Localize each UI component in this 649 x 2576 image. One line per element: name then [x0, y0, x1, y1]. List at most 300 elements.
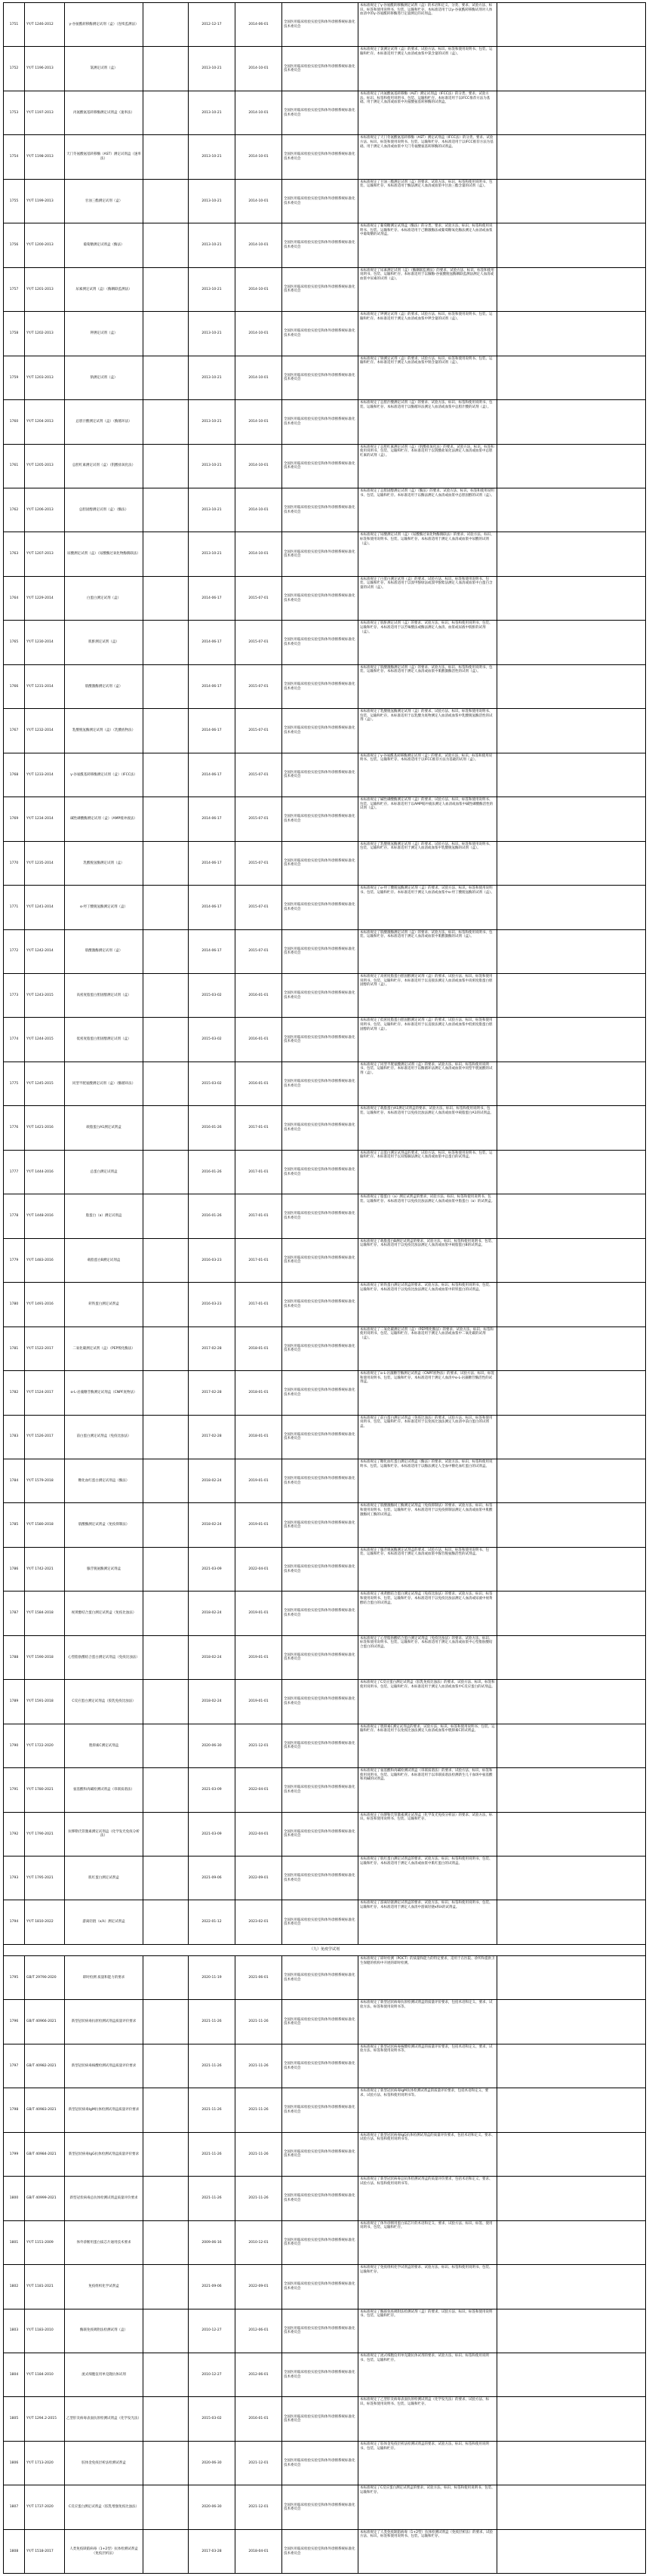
standard-number-cell: YY/T 1205-2013	[25, 445, 65, 488]
table-row	[4, 1416, 646, 1459]
standard-name-cell: α-羟丁酸脱氢酶测定试剂（盒）	[65, 886, 143, 929]
table-row	[4, 180, 646, 223]
committee-cell: 全国医用临床检验实验室和体外诊断系统标准化技术委员会	[282, 1151, 358, 1194]
seq-cell: 1765	[4, 621, 25, 664]
standards-table	[3, 2, 646, 2574]
standard-number-cell: YY/T 1780-2021	[25, 1768, 65, 1811]
publish-date-cell: 2014-06-17	[189, 753, 235, 797]
note-cell	[497, 1283, 646, 1326]
scope-cell: 本标准规定了肌酸激酶测定试剂（盒）的要求、试验方法、标识、标签和使用说明书、包装、运输和贮存。本标准适用于测定人血清或血浆中肌酸激酶的试剂（盒）。	[358, 930, 497, 973]
seq-cell: 1795	[4, 1956, 25, 1999]
table-row	[4, 2397, 646, 2441]
implement-date-cell: 2012-06-01	[235, 2353, 282, 2396]
note-cell	[497, 1151, 646, 1194]
committee-cell: 全国医用临床检验实验室和体外诊断系统标准化技术委员会	[282, 312, 358, 355]
publish-date-cell: 2017-02-28	[189, 1327, 235, 1370]
publish-date-cell: 2017-02-28	[189, 1371, 235, 1414]
standard-name-cell: 新型冠状病毒抗原检测试剂盒质量评价要求	[65, 2000, 143, 2043]
seq-cell: 1784	[4, 1459, 25, 1502]
seq-cell: 1753	[4, 91, 25, 134]
implement-date-cell: 2021-12-01	[235, 2442, 282, 2485]
standard-name-cell: C反应蛋白测定试剂盒（胶乳免疫比浊法）	[65, 1680, 143, 1723]
standard-name-cell: 体外诊断用蛋白质芯片通用技术要求	[65, 2221, 143, 2264]
committee-cell: 全国医用临床检验实验室和体外诊断系统标准化技术委员会	[282, 2530, 358, 2573]
note-cell	[497, 312, 646, 355]
standard-name-cell: 抗缪勒氏管激素测定试剂盒（化学发光免疫分析法）	[65, 1813, 143, 1856]
replaced-standard-cell	[143, 180, 189, 223]
table-row	[4, 842, 646, 886]
seq-cell: 1779	[4, 1239, 25, 1282]
note-cell	[497, 1857, 646, 1900]
publish-date-cell: 2013-10-21	[189, 223, 235, 267]
note-cell	[497, 709, 646, 752]
scope-cell: 本标准规定了新型冠状病毒核酸检测试剂盒的质量评价要求，包括术语和定义、要求、试验方法、标签和使用说明书等。	[358, 2044, 497, 2088]
publish-date-cell: 2010-12-27	[189, 2309, 235, 2353]
seq-cell: 1751	[4, 3, 25, 46]
committee-cell: 全国医用临床检验实验室和体外诊断系统标准化技术委员会	[282, 1194, 358, 1237]
implement-date-cell: 2022-04-01	[235, 1768, 282, 1811]
committee-cell: 全国医用临床检验实验室和体外诊断系统标准化技术委员会	[282, 1857, 358, 1900]
seq-cell: 1774	[4, 1018, 25, 1061]
publish-date-cell: 2021-11-26	[189, 2133, 235, 2176]
note-cell	[497, 2133, 646, 2176]
standard-name-cell: 心型脂肪酸结合蛋白测定试剂盒（免疫比浊法）	[65, 1636, 143, 1679]
seq-cell: 1771	[4, 886, 25, 929]
table-row	[4, 400, 646, 444]
implement-date-cell: 2014-10-01	[235, 445, 282, 488]
seq-cell: 1778	[4, 1194, 25, 1237]
standard-name-cell: 乙型肝炎病毒表面抗原检测试剂盒（化学发光法）	[65, 2397, 143, 2440]
committee-cell: 全国医用临床检验实验室和体外诊断系统标准化技术委员会	[282, 1680, 358, 1723]
publish-date-cell: 2022-01-12	[189, 1900, 235, 1943]
implement-date-cell: 2019-01-01	[235, 1592, 282, 1635]
table-row	[4, 2133, 646, 2177]
standard-number-cell: YY/T 1483-2016	[25, 1239, 65, 1282]
seq-cell: 1801	[4, 2221, 25, 2264]
note-cell	[497, 2530, 646, 2573]
standard-number-cell: YY/T 1202-2013	[25, 312, 65, 355]
note-cell	[497, 91, 646, 134]
standard-name-cell: 氯测定试剂（盒）	[65, 47, 143, 90]
standard-name-cell: 流式细胞仪用单克隆抗体试剂	[65, 2353, 143, 2396]
note-cell	[497, 1018, 646, 1061]
table-row	[4, 886, 646, 929]
standard-name-cell: 总胆红素测定试剂（盒）（钒酸盐氧化法）	[65, 445, 143, 488]
seq-cell: 1758	[4, 312, 25, 355]
publish-date-cell: 2013-10-21	[189, 356, 235, 399]
standard-number-cell: YY/T 1526-2017	[25, 1416, 65, 1459]
scope-cell: 本标准规定了高密度脂蛋白胆固醇测定试剂（盒）的要求、试验方法、标识、标签和使用说明书、包装、运输和贮存。本标准适用于以直接法测定人血清或血浆中高密度脂蛋白胆固醇的试剂（盒）。	[358, 974, 497, 1017]
standard-number-cell: YY/T 1235-2014	[25, 842, 65, 885]
table-row	[4, 1636, 646, 1680]
publish-date-cell: 2021-11-26	[189, 2177, 235, 2220]
implement-date-cell: 2019-01-01	[235, 1680, 282, 1723]
publish-date-cell: 2014-06-17	[189, 930, 235, 973]
seq-cell: 1782	[4, 1371, 25, 1414]
publish-date-cell: 2013-10-21	[189, 268, 235, 311]
scope-cell: 本标准规定了总蛋白测定试剂盒的要求、试验方法、标识、标签和使用说明书、包装、运输和贮存。本标准适用于以双缩脲法测定人血清或血浆中总蛋白的试剂盒。	[358, 1151, 497, 1194]
note-cell	[497, 2309, 646, 2353]
standard-name-cell: α-L-岩藻糖苷酶测定试剂盒（CNPF底物法）	[65, 1371, 143, 1414]
publish-date-cell: 2021-09-06	[189, 1857, 235, 1900]
seq-cell: 1763	[4, 532, 25, 575]
publish-date-cell: 2016-01-26	[189, 1106, 235, 1149]
standard-number-cell: YY/T 1196-2013	[25, 47, 65, 90]
replaced-standard-cell	[143, 665, 189, 708]
note-cell	[497, 753, 646, 797]
scope-cell: 本标准规定了α-L-岩藻糖苷酶测定试剂盒（CNPF底物法）的要求、试验方法、标识、标签和使用说明书、包装、运输和贮存。本标准适用于测定人血清中α-L-岩藻糖苷酶活性的试剂盒。	[358, 1371, 497, 1414]
committee-cell: 全国医用临床检验实验室和体外诊断系统标准化技术委员会	[282, 2133, 358, 2176]
replaced-standard-cell	[143, 1239, 189, 1282]
publish-date-cell: 2009-06-16	[189, 2221, 235, 2264]
standard-number-cell: YY/T 1243-2015	[25, 974, 65, 1017]
standard-name-cell: 低密度脂蛋白胆固醇测定试剂（盒）	[65, 1018, 143, 1061]
scope-cell: 本标准规定了视黄醇结合蛋白测定试剂盒（免疫比浊法）的要求、试验方法、标识、标签和使用说明书、包装、运输和贮存。本标准适用于以免疫比浊法测定人血清或尿液中视黄醇结合蛋白的试剂盒。	[358, 1592, 497, 1635]
scope-cell: 本标准规定了腺苷脱氨酶测定试剂盒的要求、试验方法、标识、标签和使用说明书、包装、运输和贮存。本标准适用于测定人血清或血浆中腺苷脱氨酶活性的试剂盒。	[358, 1548, 497, 1591]
standard-number-cell: YY/T 1591-2018	[25, 1680, 65, 1723]
seq-cell: 1762	[4, 488, 25, 532]
implement-date-cell: 2015-07-01	[235, 665, 282, 708]
implement-date-cell: 2022-04-01	[235, 1548, 282, 1591]
note-cell	[497, 1239, 646, 1282]
standard-name-cell: 尿酸测定试剂（盒）（尿酸酶过氧化物酶偶联法）	[65, 532, 143, 575]
scope-cell: 本标准规定了葡萄糖测定试剂盒（酶法）的分类、要求、试验方法、标识、标签和使用说明书、包装、运输和贮存。本标准适用于己糖激酶法或葡萄糖氧化酶法测定人血清或血浆中葡萄糖的试剂盒。	[358, 223, 497, 267]
implement-date-cell: 2014-10-01	[235, 400, 282, 443]
seq-cell: 1754	[4, 135, 25, 178]
implement-date-cell: 2022-09-01	[235, 2265, 282, 2308]
standard-name-cell: 新型冠状病毒核酸检测试剂盒质量评价要求	[65, 2044, 143, 2088]
implement-date-cell: 2023-02-01	[235, 1900, 282, 1943]
standard-name-cell: 甘油三酯测定试剂（盒）	[65, 180, 143, 223]
replaced-standard-cell	[143, 1416, 189, 1459]
committee-cell: 全国医用临床检验实验室和体外诊断系统标准化技术委员会	[282, 2044, 358, 2088]
note-cell	[497, 2485, 646, 2528]
standard-name-cell: 总胆汁酸测定试剂（盒）（酶循环法）	[65, 400, 143, 443]
replaced-standard-cell	[143, 223, 189, 267]
standard-name-cell: 游离轻链（κ/λ）测定试剂盒	[65, 1900, 143, 1943]
standard-number-cell: YY/T 1231-2014	[25, 665, 65, 708]
seq-cell: 1780	[4, 1283, 25, 1326]
seq-cell: 1806	[4, 2442, 25, 2485]
committee-cell: 全国医用临床检验实验室和体外诊断系统标准化技术委员会	[282, 2485, 358, 2528]
standard-number-cell: YY/T 1579-2018	[25, 1459, 65, 1502]
replaced-standard-cell	[143, 1636, 189, 1679]
standard-name-cell: 天门冬氨酸氨基转移酶（AST）测定试剂盒（速率法）	[65, 135, 143, 178]
scope-cell: 本标准规定了低密度脂蛋白胆固醇测定试剂（盒）的要求、试验方法、标识、标签和使用说明书、包装、运输和贮存。本标准适用于以直接法测定人血清或血浆中低密度脂蛋白胆固醇的试剂（盒）。	[358, 1018, 497, 1061]
note-cell	[497, 1956, 646, 1999]
standard-name-cell: 葡萄糖测定试剂盒（酶法）	[65, 223, 143, 267]
implement-date-cell: 2014-10-01	[235, 47, 282, 90]
committee-cell: 全国医用临床检验实验室和体外诊断系统标准化技术委员会	[282, 2309, 358, 2353]
seq-cell: 1808	[4, 2530, 25, 2573]
note-cell	[497, 1636, 646, 1679]
table-row	[4, 621, 646, 664]
table-row	[4, 488, 646, 532]
table-row	[4, 1283, 646, 1327]
scope-cell: 本标准规定了乙型肝炎病毒表面抗原检测试剂盒（化学发光法）的要求、试验方法、标识、标签和使用说明书、包装、运输和贮存。	[358, 2397, 497, 2440]
seq-cell: 1759	[4, 356, 25, 399]
note-cell	[497, 1680, 646, 1723]
note-cell	[497, 1768, 646, 1811]
seq-cell: 1775	[4, 1062, 25, 1105]
scope-cell: 本标准规定了白蛋白测定试剂（盒）的要求、试验方法、标识、标签和使用说明书、包装、运输和贮存。本标准适用于以溴甲酚绿法或溴甲酚紫法测定人血清或血浆中白蛋白含量的试剂（盒）。	[358, 577, 497, 620]
publish-date-cell: 2021-11-26	[189, 2088, 235, 2131]
standard-name-cell: 载脂蛋白B测定试剂盒	[65, 1239, 143, 1282]
standard-name-cell: 胶体金免疫层析法检测试剂盒	[65, 2442, 143, 2485]
replaced-standard-cell	[143, 1956, 189, 1999]
standard-number-cell: YY/T 1590-2018	[25, 1636, 65, 1679]
scope-cell: 本标准规定了胶体金免疫层析法检测试剂盒的要求、试验方法、标识、标签和使用说明书、包装、运输和贮存。	[358, 2442, 497, 2485]
standard-number-cell: GB/T 40983-2021	[25, 2088, 65, 2131]
seq-cell: 1777	[4, 1151, 25, 1194]
note-cell	[497, 2000, 646, 2043]
committee-cell: 全国医用临床检验实验室和体外诊断系统标准化技术委员会	[282, 2088, 358, 2131]
table-row	[4, 2000, 646, 2044]
implement-date-cell: 2017-01-01	[235, 1106, 282, 1149]
committee-cell: 全国医用临床检验实验室和体外诊断系统标准化技术委员会	[282, 577, 358, 620]
publish-date-cell: 2015-03-02	[189, 974, 235, 1017]
replaced-standard-cell	[143, 1327, 189, 1370]
implement-date-cell: 2022-04-01	[235, 1813, 282, 1856]
table-row	[4, 1548, 646, 1592]
implement-date-cell: 2019-01-01	[235, 1459, 282, 1502]
scope-cell: 本标准规定了前白蛋白测定试剂盒（免疫比浊法）的要求、试验方法、标识、标签和使用说明书、包装、运输和贮存。本标准适用于以免疫比浊法测定人血清中前白蛋白的试剂盒。	[358, 1416, 497, 1459]
publish-date-cell: 2016-01-26	[189, 1151, 235, 1194]
implement-date-cell: 2014-10-01	[235, 180, 282, 223]
note-cell	[497, 47, 646, 90]
replaced-standard-cell	[143, 356, 189, 399]
implement-date-cell: 2019-01-01	[235, 1636, 282, 1679]
committee-cell: 全国医用临床检验实验室和体外诊断系统标准化技术委员会	[282, 2221, 358, 2264]
note-cell	[497, 2044, 646, 2088]
replaced-standard-cell	[143, 2530, 189, 2573]
replaced-standard-cell	[143, 974, 189, 1017]
replaced-standard-cell	[143, 2133, 189, 2176]
scope-cell: 本标准规定了甘油三酯测定试剂（盒）的要求、试验方法、标识、标签和使用说明书、包装、运输和贮存。本标准适用于酶法测定人血清或血浆中甘油三酯含量的试剂（盒）。	[358, 180, 497, 223]
committee-cell: 全国医用临床检验实验室和体外诊断系统标准化技术委员会	[282, 2177, 358, 2220]
scope-cell: 本标准规定了丙氨酸氨基转移酶（ALT）测定试剂盒（IFCC法）的分类、要求、试验方法、标识、标签和使用说明书、包装、运输和贮存。本标准适用于以IFCC推荐方法为基础、用于测定人血清或血浆中丙氨酸氨基转移酶的试剂盒。	[358, 91, 497, 134]
implement-date-cell: 2015-07-01	[235, 753, 282, 797]
replaced-standard-cell	[143, 135, 189, 178]
standard-number-cell: YY/T 1207-2013	[25, 532, 65, 575]
implement-date-cell: 2018-04-01	[235, 2530, 282, 2573]
publish-date-cell: 2020-06-30	[189, 1724, 235, 1767]
publish-date-cell: 2013-10-21	[189, 532, 235, 575]
implement-date-cell: 2016-01-01	[235, 2397, 282, 2440]
seq-cell: 1766	[4, 665, 25, 708]
standard-number-cell: GB/T 29790-2020	[25, 1956, 65, 1999]
table-row	[4, 797, 646, 841]
committee-cell: 全国医用临床检验实验室和体外诊断系统标准化技术委员会	[282, 1503, 358, 1546]
note-cell	[497, 974, 646, 1017]
scope-cell: 本标准规定了酶联免疫吸附法检测试剂（盒）的要求、试验方法、标识、标签和使用说明书、包装、运输和贮存。	[358, 2309, 497, 2353]
publish-date-cell: 2012-12-17	[189, 3, 235, 46]
table-row	[4, 753, 646, 797]
implement-date-cell: 2019-01-01	[235, 1503, 282, 1546]
standard-name-cell: 腺苷脱氨酶测定试剂盒	[65, 1548, 143, 1591]
committee-cell: 全国医用临床检验实验室和体外诊断系统标准化技术委员会	[282, 1548, 358, 1591]
table-row	[4, 135, 646, 179]
table-row	[4, 2309, 646, 2353]
standard-name-cell: 同型半胱氨酸测定试剂（盒）（酶循环法）	[65, 1062, 143, 1105]
standard-number-cell: YY/T 1795-2021	[25, 1857, 65, 1900]
standard-number-cell: YY/T 1198-2013	[25, 135, 65, 178]
note-cell	[497, 665, 646, 708]
table-row	[4, 709, 646, 753]
standard-name-cell: 前白蛋白测定试剂盒（免疫比浊法）	[65, 1416, 143, 1459]
seq-cell: 1752	[4, 47, 25, 90]
committee-cell: 全国医用临床检验实验室和体外诊断系统标准化技术委员会	[282, 47, 358, 90]
replaced-standard-cell	[143, 1503, 189, 1546]
committee-cell: 全国医用临床检验实验室和体外诊断系统标准化技术委员会	[282, 2397, 358, 2440]
replaced-standard-cell	[143, 91, 189, 134]
standard-number-cell: YY/T 1200-2013	[25, 223, 65, 267]
scope-cell: 本标准规定了抗缪勒氏管激素测定试剂盒（化学发光免疫分析法）的要求、试验方法、标识、标签和使用说明书、包装、运输和贮存。	[358, 1813, 497, 1856]
replaced-standard-cell	[143, 1592, 189, 1635]
scope-cell: 本标准规定了α-羟丁酸脱氢酶测定试剂（盒）的要求、试验方法、标识、标签和使用说明书、包装、运输和贮存。本标准适用于测定人血清或血浆中α-羟丁酸脱氢酶的试剂（盒）。	[358, 886, 497, 929]
publish-date-cell: 2020-06-30	[189, 2442, 235, 2485]
replaced-standard-cell	[143, 1062, 189, 1105]
scope-cell: 本标准规定了尿素测定试剂（盒）（酶耦联监测法）的要求、试验方法、标识、标签和使用说明书、包装、运输和贮存。本标准适用于以脲酶-谷氨酸脱氢酶耦联监测法测定人血清或血浆中尿素的试剂（盒）。	[358, 268, 497, 311]
implement-date-cell: 2015-07-01	[235, 797, 282, 840]
committee-cell: 全国医用临床检验实验室和体外诊断系统标准化技术委员会	[282, 2265, 358, 2308]
table-row	[4, 2485, 646, 2529]
publish-date-cell: 2013-10-21	[189, 180, 235, 223]
standard-number-cell: YY/T 1524-2017	[25, 1371, 65, 1414]
replaced-standard-cell	[143, 400, 189, 443]
committee-cell: 全国医用临床检验实验室和体外诊断系统标准化技术委员会	[282, 886, 358, 929]
committee-cell: 全国医用临床检验实验室和体外诊断系统标准化技术委员会	[282, 223, 358, 267]
table-row	[4, 1503, 646, 1547]
publish-date-cell: 2020-11-19	[189, 1956, 235, 1999]
publish-date-cell: 2018-02-24	[189, 1459, 235, 1502]
scope-cell: 本标准规定了尿酸测定试剂（盒）（尿酸酶过氧化物酶偶联法）的要求、试验方法、标识、标签和使用说明书、包装、运输和贮存。本标准适用于测定人血清或血浆中尿酸的试剂（盒）。	[358, 532, 497, 575]
standard-name-cell: 视黄醇结合蛋白测定试剂盒（免疫比浊法）	[65, 1592, 143, 1635]
committee-cell: 全国医用临床检验实验室和体外诊断系统标准化技术委员会	[282, 797, 358, 840]
standard-number-cell: YY/T 1184-2010	[25, 2353, 65, 2396]
table-row	[4, 1194, 646, 1238]
seq-cell: 1764	[4, 577, 25, 620]
table-row	[4, 1459, 646, 1503]
replaced-standard-cell	[143, 2000, 189, 2043]
standard-number-cell: YY/T 1181-2021	[25, 2265, 65, 2308]
publish-date-cell: 2018-02-24	[189, 1592, 235, 1635]
committee-cell: 全国医用临床检验实验室和体外诊断系统标准化技术委员会	[282, 1636, 358, 1679]
note-cell	[497, 2088, 646, 2131]
replaced-standard-cell	[143, 488, 189, 532]
committee-cell: 全国医用临床检验实验室和体外诊断系统标准化技术委员会	[282, 1106, 358, 1149]
implement-date-cell: 2021-12-01	[235, 2485, 282, 2528]
note-cell	[497, 1592, 646, 1635]
replaced-standard-cell	[143, 577, 189, 620]
implement-date-cell: 2012-06-01	[235, 2309, 282, 2353]
seq-cell: 1781	[4, 1327, 25, 1370]
note-cell	[497, 1813, 646, 1856]
table-row	[4, 1106, 646, 1150]
scope-cell: 本标准规定了即时检测（POCT）的质量和能力的特定要求，适用于在医院、诊所和提供卫生保健的机构中开展的即时检测。	[358, 1956, 497, 1999]
standard-name-cell: 糖化血红蛋白测定试剂盒（酶法）	[65, 1459, 143, 1502]
publish-date-cell: 2016-03-23	[189, 1239, 235, 1282]
publish-date-cell: 2021-03-09	[189, 1768, 235, 1811]
standard-name-cell: 肌酸激酶测定试剂（盒）	[65, 930, 143, 973]
standard-name-cell: 肌酸酶测定试剂盒（免疫抑制法）	[65, 1503, 143, 1546]
publish-date-cell: 2014-06-17	[189, 842, 235, 885]
replaced-standard-cell	[143, 1151, 189, 1194]
publish-date-cell: 2015-03-02	[189, 1018, 235, 1061]
seq-cell: 1790	[4, 1724, 25, 1767]
publish-date-cell: 2014-06-17	[189, 577, 235, 620]
publish-date-cell: 2017-03-28	[189, 2530, 235, 2573]
replaced-standard-cell	[143, 1680, 189, 1723]
note-cell	[497, 797, 646, 840]
standard-name-cell: 酶联免疫吸附法检测试剂（盒）	[65, 2309, 143, 2353]
publish-date-cell: 2018-02-24	[189, 1503, 235, 1546]
note-cell	[497, 1416, 646, 1459]
implement-date-cell: 2014-10-01	[235, 135, 282, 178]
publish-date-cell: 2013-10-21	[189, 91, 235, 134]
implement-date-cell: 2015-07-01	[235, 621, 282, 664]
committee-cell: 全国医用临床检验实验室和体外诊断系统标准化技术委员会	[282, 1371, 358, 1414]
table-row	[4, 532, 646, 576]
scope-cell: 本标准规定了肌酸激酶同工酶测定试剂盒（免疫抑制法）的要求、试验方法、标识、标签和使用说明书、包装、运输和贮存。本标准适用于以免疫抑制法测定人血清或血浆中肌酸激酶同工酶的试剂盒。	[358, 1503, 497, 1546]
standard-number-cell: GB/T 40999-2021	[25, 2177, 65, 2220]
implement-date-cell: 2016-01-01	[235, 974, 282, 1017]
scope-cell: 本标准规定了糖化血红蛋白测定试剂盒（酶法）的要求、试验方法、标识、标签和使用说明书、包装、运输和贮存。本标准适用于以酶法测定人全血中糖化血红蛋白的试剂盒。	[358, 1459, 497, 1502]
scope-cell: 本标准规定了C反应蛋白测定试剂盒（胶乳免疫比浊法）的要求、试验方法、标识、标签和使用说明书、包装、运输和贮存。本标准适用于测定人血清或血浆中C反应蛋白的试剂盒。	[358, 1680, 497, 1723]
committee-cell: 全国医用临床检验实验室和体外诊断系统标准化技术委员会	[282, 2000, 358, 2043]
standard-name-cell: 人类免疫缺陷病毒（1+2型）抗体检测试剂盒（免疫层析法）	[65, 2530, 143, 2573]
replaced-standard-cell	[143, 532, 189, 575]
standard-number-cell: YY/T 1229-2014	[25, 577, 65, 620]
seq-cell: 1785	[4, 1503, 25, 1546]
replaced-standard-cell	[143, 2309, 189, 2353]
standard-name-cell: 白蛋白测定试剂（盒）	[65, 577, 143, 620]
scope-cell: 本标准规定了免疫组织化学试剂盒的要求、试验方法、标识、标签和使用说明书、包装、运输和贮存。	[358, 2265, 497, 2308]
scope-cell: 本标准规定了新型冠状病毒抗原检测试剂盒的质量评价要求，包括术语和定义、要求、试验方法、标签和使用说明书等。	[358, 2000, 497, 2043]
note-cell	[497, 400, 646, 443]
standard-number-cell: YY/T 1584-2018	[25, 1592, 65, 1635]
scope-cell: 本标准规定了γ-谷氨酰基转移酶测定试剂（盒）的要求、试验方法、标识、标签和使用说明书、包装、运输和贮存。本标准适用于以IFCC推荐方法为基础的试剂（盒）。	[358, 753, 497, 797]
note-cell	[497, 886, 646, 929]
standard-number-cell: YY/T 1448-2016	[25, 1194, 65, 1237]
scope-cell: 本标准规定了乳酸脱氢酶测定试剂（盒）的要求、试验方法、标识、标签和使用说明书、包装、运输和贮存。本标准适用于以乳酸为底物测定人血清或血浆中乳酸脱氢酶活性的试剂（盒）。	[358, 709, 497, 752]
implement-date-cell: 2021-11-26	[235, 2177, 282, 2220]
committee-cell: 全国医用临床检验实验室和体外诊断系统标准化技术委员会	[282, 2442, 358, 2485]
table-row	[4, 2353, 646, 2397]
standard-number-cell: YY/T 1232-2014	[25, 709, 65, 752]
standard-name-cell: 新型冠状病毒IgG抗体检测试剂盒质量评价要求	[65, 2133, 143, 2176]
standard-name-cell: 乳酸脱氢酶测定试剂（盒）	[65, 842, 143, 885]
seq-cell: 1793	[4, 1857, 25, 1900]
replaced-standard-cell	[143, 1018, 189, 1061]
implement-date-cell: 2017-01-01	[235, 1239, 282, 1282]
note-cell	[497, 1327, 646, 1370]
note-cell	[497, 2177, 646, 2220]
seq-cell: 1770	[4, 842, 25, 885]
note-cell	[497, 223, 646, 267]
table-row	[4, 2177, 646, 2220]
scope-cell: 本标准规定了总胆固醇测定试剂（盒）（酶法）的要求、试验方法、标识、标签和使用说明书、包装、运输和贮存。本标准适用于以酶法测定人血清或血浆中总胆固醇的试剂（盒）。	[358, 488, 497, 532]
standard-number-cell: YY/T 1518-2017	[25, 2530, 65, 2573]
replaced-standard-cell	[143, 2044, 189, 2088]
committee-cell: 全国医用临床检验实验室和体外诊断系统标准化技术委员会	[282, 709, 358, 752]
standard-number-cell: YY/T 1242-2014	[25, 930, 65, 973]
standard-name-cell: 肌酐测定试剂（盒）	[65, 621, 143, 664]
seq-cell: 1797	[4, 2044, 25, 2088]
committee-cell: 全国医用临床检验实验室和体外诊断系统标准化技术委员会	[282, 356, 358, 399]
committee-cell: 全国医用临床检验实验室和体外诊断系统标准化技术委员会	[282, 1459, 358, 1502]
standard-name-cell: 新型冠状病毒IgM抗体检测试剂盒质量评价要求	[65, 2088, 143, 2131]
